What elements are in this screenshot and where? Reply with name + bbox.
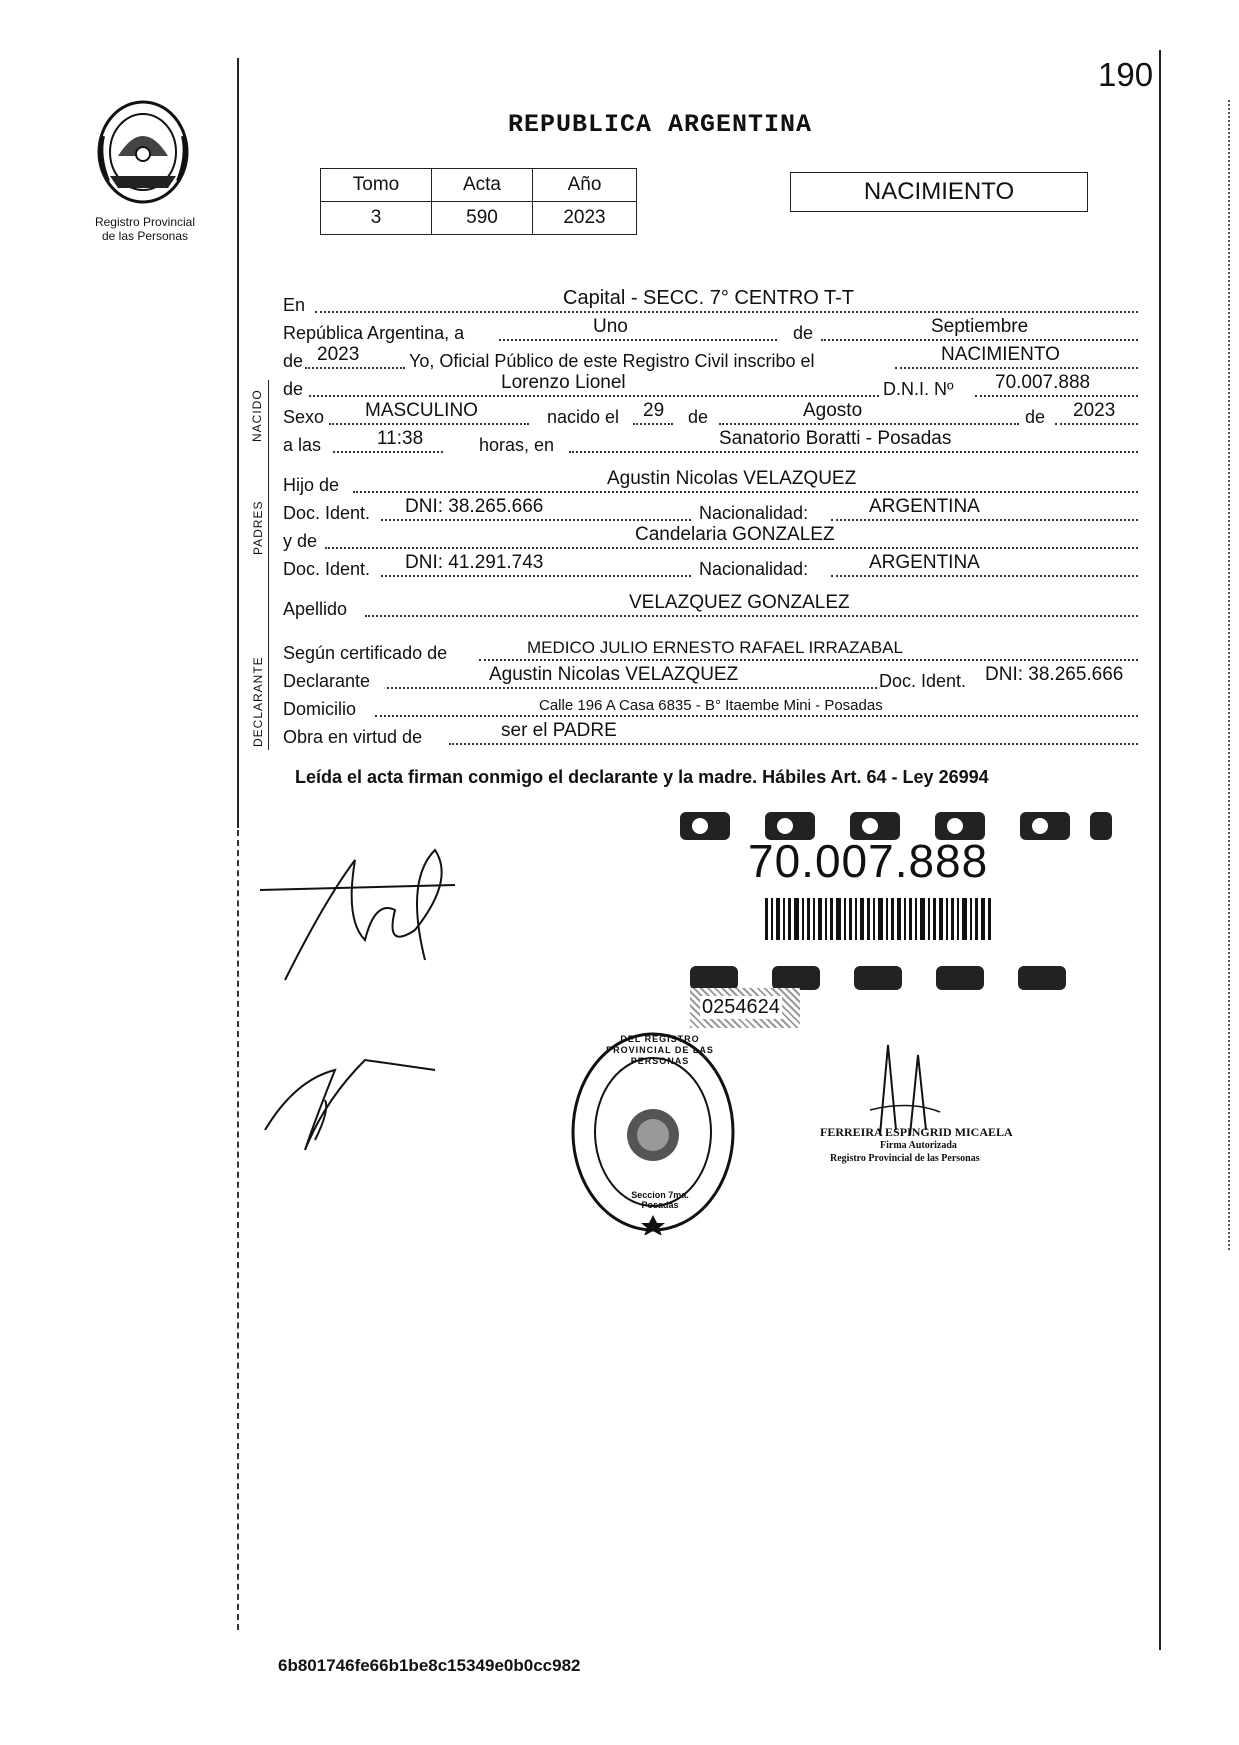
en-label: En: [283, 295, 306, 315]
row-republica: [283, 318, 1138, 344]
de2-label: de: [283, 351, 304, 371]
right-margin-line: [1159, 50, 1161, 1650]
logo-caption-line2: de las Personas: [101, 229, 189, 243]
domicilio-label: Domicilio: [283, 699, 357, 719]
obra-value: ser el PADRE: [501, 720, 617, 741]
dni-label: D.N.I. Nº: [883, 379, 954, 399]
registry-table-header-row: [321, 169, 637, 202]
fill-line: [499, 339, 777, 341]
nacido-el-label: nacido el: [547, 407, 620, 427]
dni-value: 70.007.888: [995, 372, 1091, 393]
fill-line: [329, 423, 529, 425]
inscribo-label: Yo, Oficial Público de este Registro Civil inscribo el: [409, 351, 815, 371]
side-label-nacido: NACIDO: [250, 389, 264, 442]
logo-caption: [70, 215, 220, 243]
madre-nac-value: ARGENTINA: [869, 552, 980, 573]
registry-logo: [88, 96, 208, 216]
barcode: [765, 898, 993, 940]
fill-line: [387, 687, 877, 689]
fill-line: [975, 395, 1138, 397]
fill-line: [449, 743, 1138, 745]
left-margin-line: [237, 58, 239, 828]
row-certificado: [283, 638, 1138, 664]
declarante-label: Declarante: [283, 671, 371, 691]
province-shield-icon: [88, 96, 198, 208]
fill-line: [365, 615, 1138, 617]
madre-value: Candelaria GONZALEZ: [635, 524, 835, 545]
apellido-value: VELAZQUEZ GONZALEZ: [629, 592, 850, 613]
fill-line: [821, 339, 1138, 341]
country-heading: REPUBLICA ARGENTINA: [508, 110, 813, 139]
left-margin-dashes: [237, 830, 239, 1630]
fill-line: [831, 575, 1138, 577]
side-label-padres: PADRES: [251, 500, 265, 555]
nacionalidad-label: Nacionalidad:: [699, 503, 809, 523]
sexo-value: MASCULINO: [365, 400, 478, 421]
fill-line: [895, 367, 1138, 369]
row-padre-doc: [283, 498, 1138, 524]
certificado-value: MEDICO JULIO ERNESTO RAFAEL IRRAZABAL: [527, 638, 903, 657]
fill-line: [315, 311, 1138, 313]
side-label-declarante: DECLARANTE: [251, 656, 265, 747]
nac-de-label: de: [688, 407, 709, 427]
security-number: 70.007.888: [748, 835, 989, 887]
anio-value: 2023: [317, 344, 360, 365]
row-obra: [283, 722, 1138, 748]
horas-en-label: horas, en: [479, 435, 555, 455]
doc-ident2-label: Doc. Ident.: [283, 559, 371, 579]
registrar-office: Registro Provincial de las Personas: [830, 1153, 980, 1164]
fill-line: [381, 519, 691, 521]
barcode-icon: [765, 898, 993, 940]
signature-icon: [255, 1040, 445, 1160]
closing-text: Leída el acta firman conmigo el declarante y la madre. Hábiles Art. 64 - Ley 26994: [295, 767, 989, 787]
act-type-box: NACIMIENTO: [790, 172, 1088, 212]
hora-value: 11:38: [377, 428, 424, 449]
dia-value: Uno: [593, 316, 628, 337]
registry-table-header: Tomo: [321, 169, 432, 202]
nac-dia-value: 29: [643, 400, 665, 421]
fill-line: [333, 451, 443, 453]
registry-table-header: Año: [533, 169, 637, 202]
y-de-label: y de: [283, 531, 318, 551]
row-hijo-de: [283, 470, 1138, 496]
domicilio-value: Calle 196 A Casa 6835 - B° Itaembe Mini - Posadas: [539, 697, 883, 714]
acta-value: 590: [432, 202, 533, 235]
nac-de2-label: de: [1025, 407, 1046, 427]
row-nacido-de: [283, 374, 1138, 400]
nac-anio-value: 2023: [1073, 400, 1116, 421]
decl-doc-label: Doc. Ident.: [879, 671, 967, 691]
row-en: [283, 287, 1138, 316]
registrar-name: FERREIRA ESPINGRID MICAELA: [820, 1125, 1013, 1139]
nombre-value: Lorenzo Lionel: [501, 372, 626, 393]
declarante-value: Agustin Nicolas VELAZQUEZ: [489, 664, 739, 685]
registrar-role: Firma Autorizada: [880, 1140, 957, 1151]
fill-line: [479, 659, 1138, 661]
registrar-block: [820, 1126, 1060, 1165]
registry-table: [320, 168, 637, 235]
fill-line: [569, 451, 1138, 453]
hijo-de-label: Hijo de: [283, 475, 340, 495]
fill-line: [1055, 423, 1138, 425]
row-declarante: [283, 666, 1138, 692]
inscribo-value: NACIMIENTO: [941, 344, 1060, 365]
de-label: de: [793, 323, 814, 343]
nacido-de-label: de: [283, 379, 304, 399]
mes-value: Septiembre: [931, 316, 1029, 337]
fill-line: [325, 547, 1138, 549]
stamp-text: DEL REGISTRO PROVINCIAL DE LAS PERSONAS: [606, 1034, 714, 1066]
a-las-label: a las: [283, 435, 322, 455]
document-hash: 6b801746fe66b1be8c15349e0b0cc982: [278, 1656, 581, 1675]
row-domicilio: [283, 694, 1138, 720]
security-code: 0254624: [702, 996, 780, 1018]
fill-line: [353, 491, 1138, 493]
en-value: Capital - SECC. 7° CENTRO T-T: [563, 287, 855, 309]
fill-line: [831, 519, 1138, 521]
anio-value: 2023: [533, 202, 637, 235]
padre-value: Agustin Nicolas VELAZQUEZ: [607, 468, 857, 489]
doc-ident-label: Doc. Ident.: [283, 503, 371, 523]
edge-marks: [1228, 100, 1230, 1250]
lugar-value: Sanatorio Boratti - Posadas: [719, 428, 952, 449]
padre-nac-value: ARGENTINA: [869, 496, 980, 517]
fill-line: [305, 367, 405, 369]
certificado-label: Según certificado de: [283, 643, 448, 663]
tomo-value: 3: [321, 202, 432, 235]
side-label-divider: [268, 380, 269, 750]
fill-line: [719, 423, 1019, 425]
page-number: 190: [1098, 56, 1154, 93]
fill-line: [309, 395, 879, 397]
row-y-de: [283, 526, 1138, 552]
fill-line: [633, 423, 673, 425]
fill-line: [381, 575, 691, 577]
decl-doc-value: DNI: 38.265.666: [985, 664, 1124, 685]
nacionalidad2-label: Nacionalidad:: [699, 559, 809, 579]
row-apellido: [283, 594, 1138, 620]
row-sexo: [283, 402, 1138, 428]
obra-label: Obra en virtud de: [283, 727, 423, 747]
madre-doc-value: DNI: 41.291.743: [405, 552, 544, 573]
declarant-signature: [255, 840, 495, 990]
apellido-label: Apellido: [283, 599, 348, 619]
mother-signature: [255, 1040, 445, 1160]
republica-label: República Argentina, a: [283, 323, 465, 343]
sexo-label: Sexo: [283, 407, 325, 427]
padre-doc-value: DNI: 38.265.666: [405, 496, 544, 517]
logo-caption-line1: Registro Provincial: [94, 215, 196, 229]
fill-line: [375, 715, 1138, 717]
stamp-inner: Seccion 7ma. Posadas: [631, 1190, 689, 1210]
registry-table-value-row: [321, 202, 637, 235]
row-inscribo: [283, 346, 1138, 372]
row-madre-doc: [283, 554, 1138, 580]
signature-icon: [255, 840, 495, 990]
registry-table-header: Acta: [432, 169, 533, 202]
row-hora: [283, 430, 1138, 456]
nac-mes-value: Agosto: [803, 400, 863, 421]
